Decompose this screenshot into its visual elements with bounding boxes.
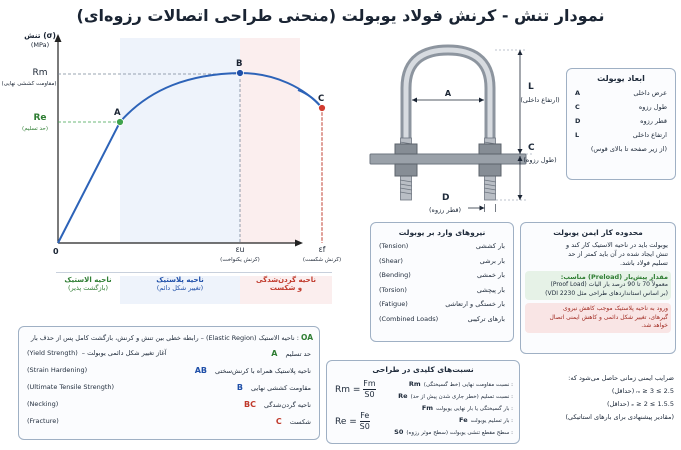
- dimension-key: A: [575, 89, 581, 97]
- dimension-key: L: [575, 131, 580, 139]
- legend-en: (Ultimate Tensile Strength): [27, 383, 115, 391]
- ratios-title: نسبت‌های کلیدی در طراحی: [372, 365, 474, 374]
- dimension-item: [575, 89, 667, 97]
- elastic-region-label: [56, 276, 120, 292]
- right-nut-top: [479, 144, 501, 154]
- legend-fa-group: [271, 349, 311, 358]
- force-fa: بار کششی: [475, 242, 505, 250]
- ratio-def: [385, 379, 513, 391]
- legend-en-group: [27, 366, 87, 375]
- elastic-sub: (بازگشت پذیر): [68, 284, 108, 292]
- plastic-region-bg: [120, 38, 243, 243]
- legend-en: (Yield Strength): [27, 349, 78, 357]
- plastic-sub: (تغییر شکل دائم): [156, 284, 204, 292]
- necking-region-bg: [240, 38, 300, 243]
- legend-key: B: [236, 383, 243, 392]
- legend-fa: مقاومت کششی نهایی: [250, 384, 311, 392]
- legend-fa: ناحیه پلاستیک همراه با کرنش‌سختی: [215, 367, 311, 375]
- ubolt-drawing: [350, 48, 555, 218]
- dim-c-label: C: [528, 143, 535, 153]
- ef-label: εf: [318, 245, 326, 254]
- dimension-desc: طول رزوه: [638, 103, 667, 111]
- preload-lines: [528, 281, 668, 298]
- eu-sub: (کرنش یکنواخت): [220, 257, 260, 263]
- force-en: (Tension): [379, 242, 409, 250]
- legend-fa: حد تسلیم: [285, 350, 311, 358]
- page-title: نمودار تنش - کرنش فولاد یوبولت (منحنی طراحی اتصالات رزوه‌ای): [76, 6, 605, 25]
- legend-key: A: [271, 349, 278, 358]
- force-item: [379, 271, 505, 279]
- left-nut-top: [395, 144, 417, 154]
- legend-en-group: [27, 417, 59, 426]
- point-c-label: C: [318, 94, 325, 104]
- safe-text-line: تسلیم فولاد باشد.: [620, 259, 668, 267]
- dimensions-note: (از زیر صفحه تا بالای قوس): [590, 145, 667, 153]
- safe-text-line: یوبولت باید در ناحیه الاستیک کار کند و: [566, 241, 668, 249]
- dimension-desc: ارتفاع داخلی: [632, 131, 667, 139]
- safe-text: [528, 241, 668, 268]
- factors-block: [524, 374, 674, 421]
- dimensions-box: [566, 68, 676, 180]
- necking-label-2: و شکست: [269, 284, 303, 292]
- factors-title: ضرایب ایمنی زمانی حاصل می‌شود که:: [568, 374, 674, 382]
- dim-d-sub: (قطر رزوه): [429, 206, 461, 214]
- preload-line: (بر اساس استانداردهای طراحی مثل VDI 2230): [545, 289, 668, 297]
- dim-l-label: L: [528, 82, 534, 92]
- legend-en: (Fracture): [27, 417, 59, 425]
- ratio-def-key: Fm: [421, 404, 434, 412]
- ratio-def-key: Fe: [459, 416, 468, 424]
- curve-extension: [298, 70, 338, 260]
- rm-sub: (مقاومت کششی نهایی): [1, 81, 57, 87]
- dimension-key: D: [575, 117, 581, 125]
- force-item: [379, 286, 505, 294]
- warning-line: خواهد شد.: [641, 322, 668, 329]
- warning-box: [525, 303, 671, 333]
- dim-c-sub: (طول رزوه): [523, 156, 557, 164]
- formula-re-den: S0: [359, 422, 370, 431]
- legend-box: [18, 326, 320, 440]
- origin-label: 0: [53, 247, 59, 256]
- ratio-def-key: Re: [398, 392, 408, 400]
- legend-desc: – آغاز تغییر شکل دائمی یوبولت: [81, 349, 167, 357]
- legend-fa-group: [276, 417, 311, 426]
- plastic-label: ناحیه پلاستیک: [156, 276, 204, 284]
- legend-row: [27, 366, 311, 375]
- safe-text-line: تنش ایجاد شده در آن باید کمتر از حد: [568, 250, 668, 258]
- ratio-def: [385, 415, 513, 427]
- factors-line2: 1.5.5 ≥ ₑ ≥ 2 (حداقل): [607, 400, 674, 408]
- legend-key: C: [275, 417, 282, 426]
- dim-l-sub: (ارتفاع داخلی): [520, 96, 560, 104]
- dim-a-label: A: [444, 89, 452, 98]
- force-fa: بار برشی: [479, 256, 505, 265]
- force-en: (Combined Loads): [379, 314, 439, 323]
- factors-line1: 2.5 ≥ ₘ ≥ 3 (حداقل): [611, 387, 674, 395]
- force-en: (Fatigue): [379, 300, 408, 308]
- re-label: Re: [33, 113, 47, 123]
- dimension-key: C: [575, 103, 580, 111]
- necking-region-label: [240, 276, 332, 304]
- preload-title: مقدار پیش‌بار (Preload) مناسب:: [560, 273, 668, 281]
- right-nut-bottom: [479, 164, 501, 176]
- dimension-item: [575, 103, 667, 111]
- force-item: [379, 315, 505, 323]
- legend-row: [27, 417, 311, 426]
- safe-zone-box: [520, 222, 676, 354]
- legend-fa-group: [237, 383, 311, 392]
- force-fa: بار پیچشی: [476, 285, 505, 294]
- dimension-desc: قطر رزوه: [640, 117, 667, 125]
- formula-rm-lhs: Rm: [335, 385, 351, 395]
- ratio-def-text: : نسبت تسلیم (خطر جاری شدن پیش از حد): [410, 394, 513, 400]
- necking-label-1: ناحیه گردن‌شدگی: [256, 276, 316, 284]
- forces-box: [370, 222, 514, 342]
- dimension-desc: عرض داخلی: [633, 89, 667, 97]
- ef-sub: (کرنش شکست): [302, 257, 342, 263]
- point-b: [237, 70, 244, 77]
- rm-label: Rm: [32, 68, 48, 78]
- legend-en: (Necking): [27, 400, 59, 408]
- point-b-label: B: [236, 59, 243, 69]
- ratio-defs: [385, 379, 513, 439]
- legend-row: [27, 349, 311, 358]
- dimensions-list: [575, 89, 667, 139]
- point-a: [117, 119, 124, 126]
- dimension-item: [575, 131, 667, 139]
- force-item: [379, 300, 505, 308]
- legend-row: [27, 400, 311, 409]
- left-nut-bottom: [395, 164, 417, 176]
- force-fa: بار خستگی و ارتعاشی: [445, 300, 505, 308]
- factors-note: (مقادیر پیشنهادی برای بارهای استاتیکی): [565, 413, 674, 421]
- dimensions-title: ابعاد یوبولت: [597, 74, 645, 83]
- force-fa: بار خمشی: [477, 271, 505, 279]
- point-a-label: A: [114, 108, 121, 118]
- ubolt-arch: [406, 50, 490, 168]
- plastic-region-label: [120, 276, 240, 304]
- legend-oa-text: : ناحیه الاستیک (Elastic Region) – رابطه خطی بین تنش و کرنش، بازگشت کامل پس از حذف بار: [30, 334, 299, 342]
- legend-fa: ناحیه گردن‌شدگی: [263, 401, 311, 409]
- legend-oa: [31, 333, 313, 342]
- eu-label: εu: [235, 245, 245, 254]
- formula-re-lhs: Re: [335, 417, 347, 427]
- ratio-def-key: Rm: [408, 380, 421, 388]
- legend-en-group: [27, 400, 58, 409]
- preload-line: معمولاً 70 تا 90 درصد بار الیات (Proof Load): [550, 281, 668, 288]
- ratio-def-text: : بار گسیختگی یا بار نهایی یوبولت: [436, 406, 513, 412]
- re-sub: (حد تسلیم): [22, 126, 48, 132]
- legend-oa-key: OA: [301, 333, 313, 342]
- legend-en-group: [27, 349, 166, 358]
- forces-list: [379, 242, 505, 323]
- dim-d-label: D: [442, 193, 450, 203]
- preload-box: [525, 271, 671, 300]
- legend-key: AB: [194, 366, 208, 375]
- forces-title: نیروهای وارد بر یوبولت: [398, 228, 486, 237]
- warning-line: ورود به ناحیه پلاستیک موجب کاهش نیروی: [563, 305, 668, 312]
- legend-key: BC: [243, 400, 256, 409]
- base-plate: [370, 154, 526, 164]
- elastic-label: ناحیه الاستیک: [64, 276, 112, 284]
- formula-rm-den: S0: [364, 390, 375, 399]
- formula-re: Re = $\frac{Fe}{S0}$: [335, 411, 370, 431]
- ratio-def: [385, 403, 513, 415]
- legend-fa-group: [195, 366, 311, 375]
- formula-re-num: Fe: [360, 411, 370, 420]
- formula-rm: Rm = $\frac{Fm}{S0}$: [335, 379, 376, 399]
- force-en: (Bending): [379, 271, 411, 279]
- legend-fa-group: [244, 400, 311, 409]
- legend-fa: شکست: [289, 418, 311, 426]
- warning-lines: [528, 305, 668, 331]
- ratio-def-text: : سطح مقطع تنشی یوبولت (سطح موثر رزوه): [406, 430, 513, 436]
- warning-line: گیرهای، تغییر شکل دائمی و کاهش ایمنی اتصال: [549, 313, 668, 321]
- ratio-def-key: S0: [394, 428, 404, 436]
- force-en: (Torsion): [379, 285, 407, 294]
- ratio-def: [385, 427, 513, 439]
- ratio-def-text: : بار تسلیم یوبولت: [470, 418, 513, 424]
- legend-row: [27, 383, 311, 392]
- ratios-box: [326, 360, 520, 444]
- force-item: [379, 242, 505, 250]
- force-en: (Shear): [379, 256, 403, 265]
- legend-en-group: [27, 383, 114, 392]
- force-item: [379, 257, 505, 265]
- ratio-def: [385, 391, 513, 403]
- force-fa: بارهای ترکیبی: [467, 314, 505, 323]
- ratio-def-text: : نسبت مقاومت نهایی (خط گسیختگی): [423, 382, 513, 388]
- dimension-item: [575, 117, 667, 125]
- legend-en: (Strain Hardening): [27, 366, 88, 374]
- formula-rm-num: Fm: [363, 379, 376, 388]
- y-axis-title: تنش (σ): [24, 31, 56, 40]
- y-axis-unit: (MPa): [30, 41, 50, 49]
- safe-title: محدوده کار ایمن یوبولت: [553, 228, 643, 237]
